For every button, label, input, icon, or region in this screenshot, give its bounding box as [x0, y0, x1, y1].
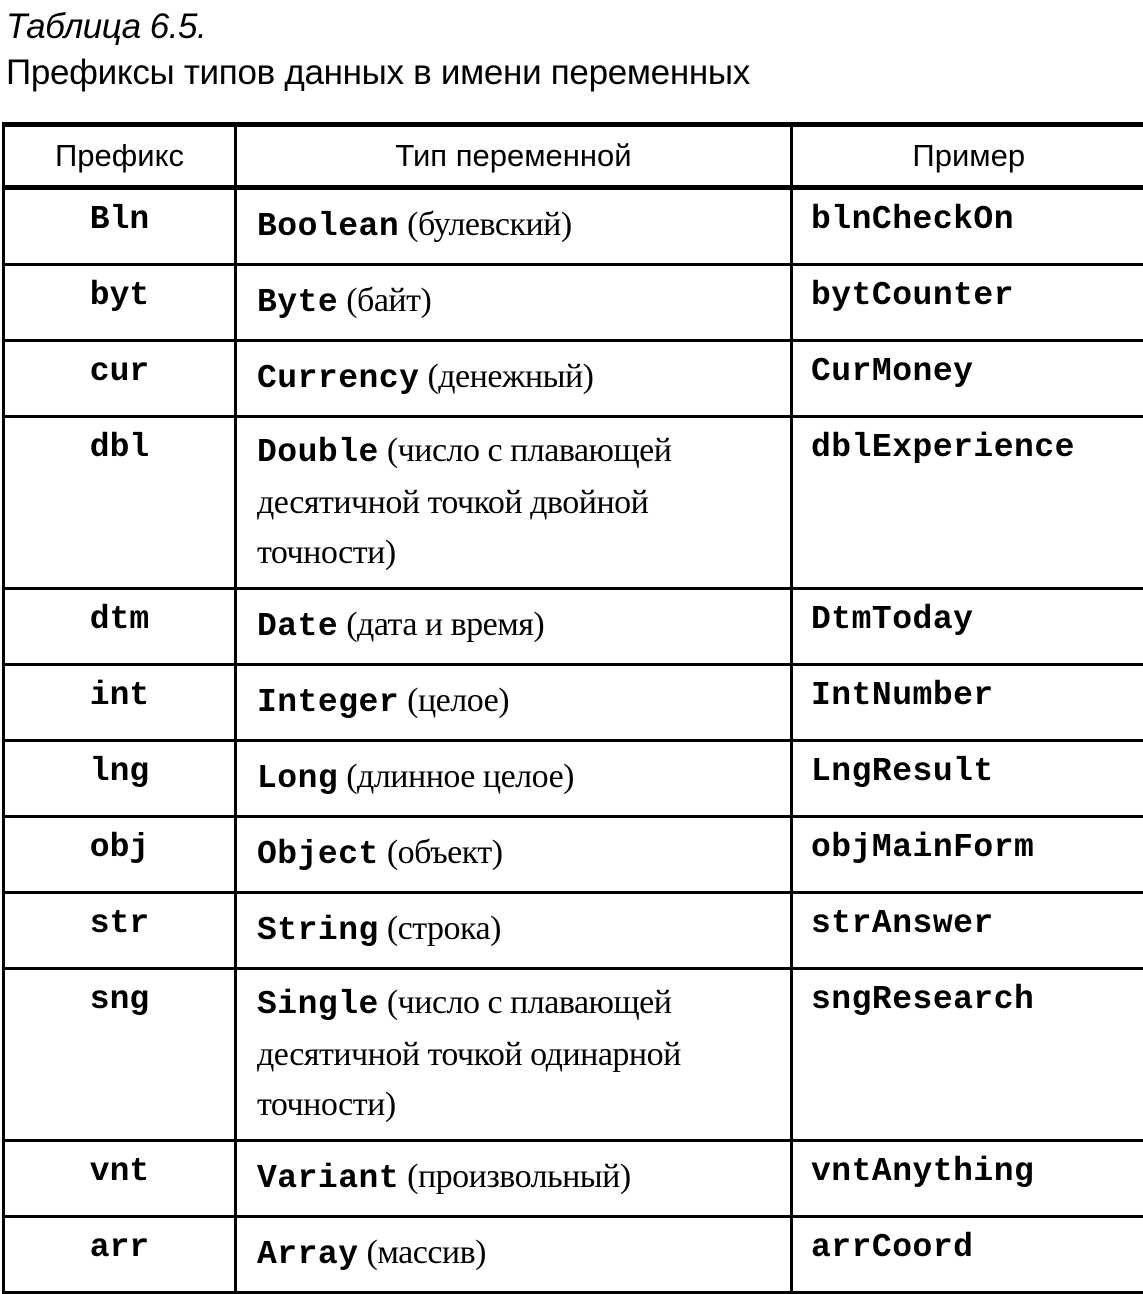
cell-example: CurMoney: [792, 341, 1143, 417]
cell-type: [236, 341, 792, 417]
type-description: (массив): [359, 1234, 486, 1271]
table-row: [4, 341, 1143, 417]
cell-type: [236, 265, 792, 341]
type-keyword: Double: [257, 434, 379, 471]
cell-prefix: dtm: [4, 589, 236, 665]
cell-example: vntAnything: [792, 1141, 1143, 1217]
cell-type: [236, 1217, 792, 1293]
type-keyword: String: [257, 912, 379, 949]
type-keyword: Object: [257, 836, 379, 873]
table-row: [4, 893, 1143, 969]
cell-example: sngResearch: [792, 969, 1143, 1141]
cell-prefix: byt: [4, 265, 236, 341]
type-description: (объект): [379, 834, 503, 871]
header-example: Пример: [792, 125, 1143, 188]
type-description: (произвольный): [399, 1158, 631, 1195]
cell-example: dblExperience: [792, 417, 1143, 589]
cell-type: [236, 893, 792, 969]
cell-type: [236, 665, 792, 741]
cell-example: LngResult: [792, 741, 1143, 817]
cell-prefix: cur: [4, 341, 236, 417]
table-row: [4, 188, 1143, 265]
cell-example: bytCounter: [792, 265, 1143, 341]
table-title: Префиксы типов данных в имени переменных: [6, 50, 750, 96]
table-row: [4, 589, 1143, 665]
type-description: (число с плавающей десятичной точкой двойной точности): [257, 432, 671, 571]
cell-example: objMainForm: [792, 817, 1143, 893]
table-row: [4, 741, 1143, 817]
type-keyword: Currency: [257, 360, 419, 397]
table-row: [4, 969, 1143, 1141]
cell-prefix: Bln: [4, 188, 236, 265]
header-prefix: Префикс: [4, 125, 236, 188]
cell-type: [236, 188, 792, 265]
cell-prefix: sng: [4, 969, 236, 1141]
header-variable-type: Тип переменной: [236, 125, 792, 188]
cell-example: IntNumber: [792, 665, 1143, 741]
type-description: (целое): [399, 682, 509, 719]
type-keyword: Byte: [257, 284, 338, 321]
prefix-table-container: [2, 122, 1143, 1294]
type-keyword: Long: [257, 760, 338, 797]
type-keyword: Boolean: [257, 208, 399, 245]
cell-type: [236, 741, 792, 817]
table-row: [4, 1141, 1143, 1217]
table-row: [4, 1217, 1143, 1293]
cell-prefix: str: [4, 893, 236, 969]
cell-example: arrCoord: [792, 1217, 1143, 1293]
cell-example: DtmToday: [792, 589, 1143, 665]
header-row: [4, 125, 1143, 188]
table-number: Таблица 6.5.: [6, 4, 750, 50]
table-row: [4, 265, 1143, 341]
table-row: [4, 665, 1143, 741]
cell-type: [236, 589, 792, 665]
cell-prefix: lng: [4, 741, 236, 817]
cell-prefix: int: [4, 665, 236, 741]
table-row: [4, 417, 1143, 589]
cell-prefix: vnt: [4, 1141, 236, 1217]
type-description: (булевский): [399, 206, 572, 243]
cell-example: strAnswer: [792, 893, 1143, 969]
type-keyword: Date: [257, 608, 338, 645]
prefix-table: [2, 122, 1143, 1294]
cell-type: [236, 969, 792, 1141]
type-keyword: Variant: [257, 1160, 399, 1197]
cell-prefix: obj: [4, 817, 236, 893]
type-keyword: Integer: [257, 684, 399, 721]
table-row: [4, 817, 1143, 893]
cell-prefix: arr: [4, 1217, 236, 1293]
cell-type: [236, 817, 792, 893]
cell-type: [236, 417, 792, 589]
type-description: (длинное целое): [338, 758, 574, 795]
cell-type: [236, 1141, 792, 1217]
type-description: (байт): [338, 282, 431, 319]
cell-prefix: dbl: [4, 417, 236, 589]
type-description: (число с плавающей десятичной точкой одинарной точности): [257, 984, 681, 1123]
cell-example: blnCheckOn: [792, 188, 1143, 265]
type-description: (строка): [379, 910, 501, 947]
table-caption: [6, 4, 750, 96]
type-description: (денежный): [419, 358, 593, 395]
type-description: (дата и время): [338, 606, 544, 643]
type-keyword: Array: [257, 1236, 359, 1273]
type-keyword: Single: [257, 986, 379, 1023]
